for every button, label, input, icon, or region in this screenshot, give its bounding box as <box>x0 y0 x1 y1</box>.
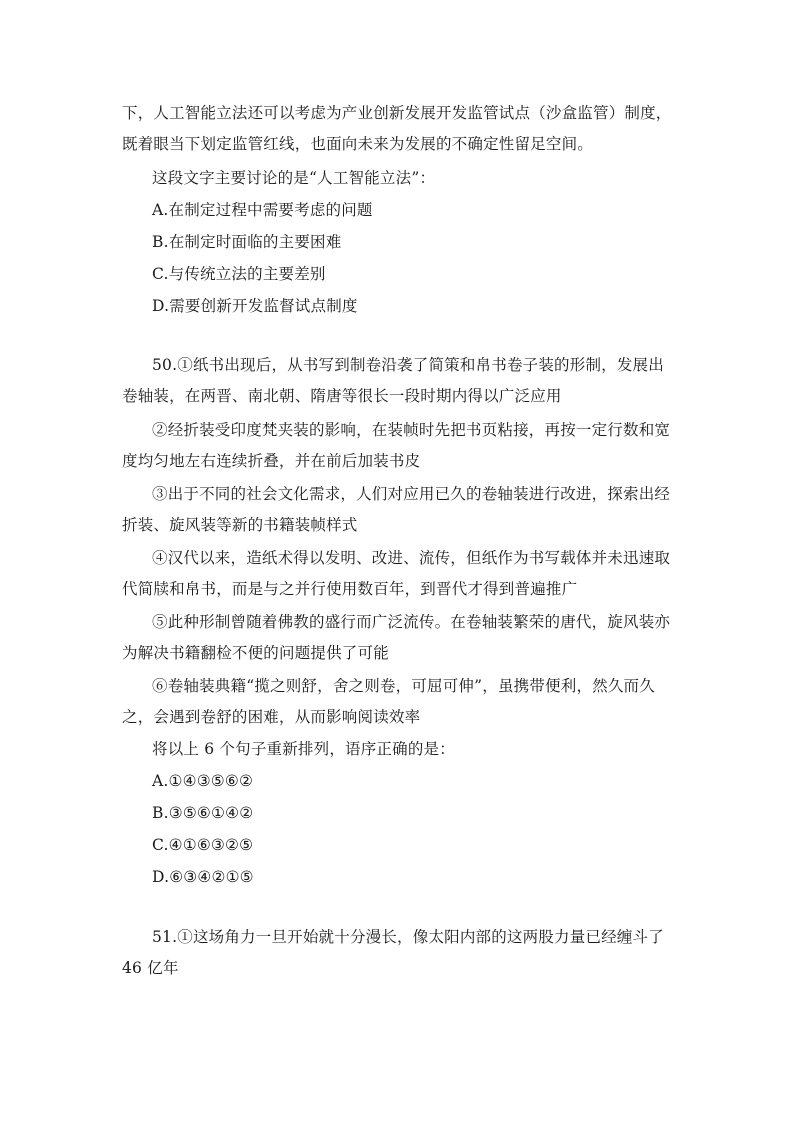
q49-option-a: A.在制定过程中需要考虑的问题 <box>152 201 373 219</box>
q50-sentence-line: ②经折装受印度梵夹装的影响，在装帧时先把书页粘接，再按一定行数和宽 <box>152 421 671 439</box>
q51-sentence-line: 51.①这场角力一旦开始就十分漫长，像太阳内部的这两股力量已经缠斗了 <box>152 928 664 946</box>
q50-sentence-line: 50.①纸书出现后，从书写到制卷沿袭了简策和帛书卷子装的形制，发展出 <box>152 356 664 374</box>
q51-sentence-line: 46 亿年 <box>122 959 179 977</box>
q49-question: 这段文字主要讨论的是“人工智能立法”： <box>152 169 436 187</box>
q50-sentence-line: ⑤此种形制曾随着佛教的盛行而广泛流传。在卷轴装繁荣的唐代，旋风装亦 <box>152 613 671 631</box>
q50-option-c: C.④①⑥③②⑤ <box>152 836 254 854</box>
q50-sentence-line: 之，会遇到卷舒的困难，从而影响阅读效率 <box>122 708 421 726</box>
q50-sentence-line: 度均匀地左右连续折叠，并在前后加装书皮 <box>122 452 421 470</box>
q50-sentence-line: ④汉代以来，造纸术得以发明、改进、流传，但纸作为书写载体并未迅速取 <box>152 549 671 567</box>
q50-sentence-line: ③出于不同的社会文化需求，人们对应用已久的卷轴装进行改进，探索出经 <box>152 485 671 503</box>
q50-sentence-line: 折装、旋风装等新的书籍装帧样式 <box>122 516 358 534</box>
q49-passage-line: 下，人工智能立法还可以考虑为产业创新发展开发监管试点（沙盒监管）制度， <box>122 104 672 122</box>
q50-sentence-line: ⑥卷轴装典籍“揽之则舒，舍之则卷，可屈可伸”，虽携带便利，然久而久 <box>152 677 655 695</box>
q49-option-d: D.需要创新开发监督试点制度 <box>152 297 358 315</box>
q49-option-c: C.与传统立法的主要差别 <box>152 265 326 283</box>
q50-sentence-line: 代简牍和帛书，而是与之并行使用数百年，到晋代才得到普遍推广 <box>122 580 578 598</box>
q50-sentence-line: 卷轴装，在两晋、南北朝、隋唐等很长一段时期内得以广泛应用 <box>122 387 562 405</box>
q50-option-d: D.⑥③④②①⑤ <box>152 868 254 886</box>
q50-option-b: B.③⑤⑥①④② <box>152 804 254 822</box>
q49-passage-line: 既着眼当下划定监管红线，也面向未来为发展的不确定性留足空间。 <box>122 135 594 153</box>
q50-option-a: A.①④③⑤⑥② <box>152 772 254 790</box>
q49-option-b: B.在制定时面临的主要困难 <box>152 233 342 251</box>
q50-sentence-line: 为解决书籍翻检不便的问题提供了可能 <box>122 644 389 662</box>
q50-question: 将以上 6 个句子重新排列，语序正确的是： <box>152 740 455 758</box>
